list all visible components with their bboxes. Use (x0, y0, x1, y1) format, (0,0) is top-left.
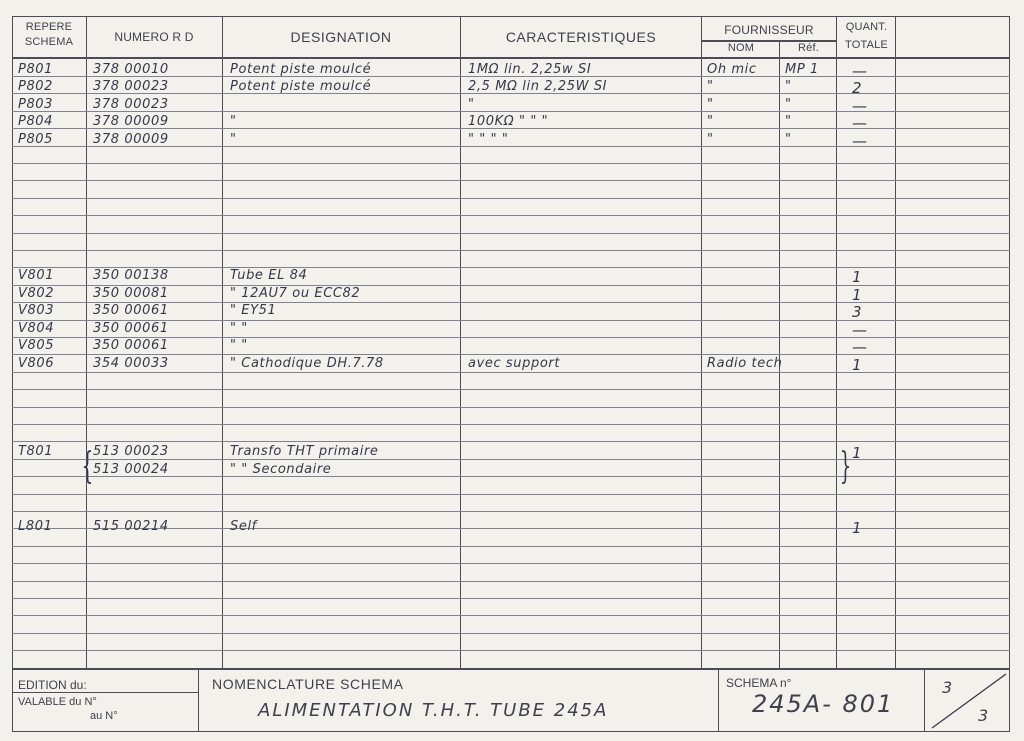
ruled-line (12, 441, 1010, 442)
left-brace: { (81, 446, 94, 487)
cell-quantite: 1 (852, 519, 863, 537)
cell-repere: L801 (18, 519, 53, 534)
cell-repere: P805 (18, 132, 54, 147)
header-quant: QUANT. (845, 21, 888, 33)
nomenclature-title: ALIMENTATION T.H.T. TUBE 245A (258, 700, 609, 721)
header-caracteristiques: CARACTERISTIQUES (505, 29, 657, 45)
cell-fournisseur-nom: Radio tech (707, 356, 783, 371)
au-label: au N° (90, 710, 118, 722)
ruled-line (12, 546, 1010, 547)
cell-repere: T801 (18, 444, 54, 459)
cell-numero: 350 00061 (93, 321, 169, 336)
cell-designation: " " (230, 338, 248, 353)
cell-designation: " 12AU7 ou ECC82 (230, 286, 361, 301)
cell-fournisseur-nom: " (707, 79, 714, 94)
cell-numero: 350 00081 (93, 286, 169, 301)
cell-quantite: 2 (852, 79, 863, 97)
edition-label: EDITION du: (18, 678, 87, 692)
cell-repere: V802 (18, 286, 55, 301)
cell-fournisseur-ref: " (785, 79, 792, 94)
cell-quantite: 1 (852, 356, 863, 374)
footer-divider-v (198, 668, 199, 732)
cell-repere: P801 (18, 62, 54, 77)
header-nom: NOM (727, 42, 755, 54)
cell-fournisseur-nom: " (707, 114, 714, 129)
cell-numero: 513 00023 (93, 444, 169, 459)
page-total: 3 (978, 706, 989, 725)
cell-numero: 350 00061 (93, 303, 169, 318)
cell-designation: " EY51 (230, 303, 277, 318)
column-divider (222, 16, 223, 668)
ruled-line (12, 198, 1010, 199)
header-schema: SCHEMA (24, 36, 74, 48)
cell-caracteristiques: 1MΩ lin. 2,25w SI (468, 62, 592, 77)
cell-designation: " (230, 132, 237, 147)
header-fournisseur: FOURNISSEUR (724, 23, 814, 37)
cell-repere: V803 (18, 303, 55, 318)
cell-caracteristiques: 100KΩ " " " (468, 114, 549, 129)
cell-fournisseur-ref: MP 1 (785, 62, 819, 77)
cell-quantite: 3 (852, 303, 863, 321)
ruled-line (12, 633, 1010, 634)
cell-fournisseur-ref: " (785, 97, 792, 112)
cell-designation: Potent piste moulcé (230, 79, 372, 94)
header-repere: REPERE (25, 21, 73, 33)
cell-quantite: — (852, 114, 868, 132)
cell-quantite: — (852, 321, 868, 339)
cell-numero: 350 00061 (93, 338, 169, 353)
right-brace: } (839, 446, 852, 487)
cell-repere: V805 (18, 338, 55, 353)
cell-numero: 354 00033 (93, 356, 169, 371)
cell-designation: " (230, 114, 237, 129)
cell-repere: P802 (18, 79, 54, 94)
cell-designation: " " (230, 321, 248, 336)
column-divider (460, 16, 461, 668)
column-divider (836, 16, 837, 668)
header-totale: TOTALE (845, 39, 888, 51)
cell-repere: P804 (18, 114, 54, 129)
ruled-line (12, 511, 1010, 512)
cell-numero: 378 00023 (93, 79, 169, 94)
footer-divider-v (718, 668, 719, 732)
ruled-line (12, 598, 1010, 599)
cell-designation: " " Secondaire (230, 462, 332, 477)
header-numero: NUMERO R D (114, 30, 194, 44)
header-designation: DESIGNATION (290, 29, 392, 45)
cell-repere: V801 (18, 268, 55, 283)
cell-designation: Tube EL 84 (230, 268, 308, 283)
cell-repere: V804 (18, 321, 55, 336)
valable-label: VALABLE du N° (18, 696, 97, 708)
footer-divider (12, 668, 1010, 670)
column-divider (701, 16, 702, 668)
cell-designation: Self (230, 519, 257, 534)
cell-fournisseur-nom: Oh mic (707, 62, 757, 77)
cell-repere: V806 (18, 356, 55, 371)
cell-caracteristiques: avec support (468, 356, 561, 371)
ruled-line (12, 180, 1010, 181)
cell-quantite: 1 (852, 286, 863, 304)
ruled-line (12, 163, 1010, 164)
cell-quantite: — (852, 62, 868, 80)
cell-numero: 378 00023 (93, 97, 169, 112)
cell-numero: 515 00214 (93, 519, 169, 534)
ruled-line (12, 233, 1010, 234)
column-divider (895, 16, 896, 668)
cell-repere: P803 (18, 97, 54, 112)
cell-numero: 513 00024 (93, 462, 169, 477)
cell-designation: " Cathodique DH.7.78 (230, 356, 384, 371)
ruled-line (12, 650, 1010, 651)
ruled-line (12, 250, 1010, 251)
cell-fournisseur-ref: " (785, 114, 792, 129)
nomenclature-label: NOMENCLATURE SCHEMA (212, 676, 404, 692)
cell-fournisseur-ref: " (785, 132, 792, 147)
cell-fournisseur-nom: " (707, 132, 714, 147)
ruled-line (12, 407, 1010, 408)
cell-quantite: 1 (852, 444, 863, 462)
cell-quantite: — (852, 97, 868, 115)
header-ref: Réf. (798, 42, 819, 54)
ruled-line (12, 389, 1010, 390)
page-number: 3 (942, 678, 953, 697)
cell-caracteristiques: " " " " (468, 132, 509, 147)
header-divider (12, 57, 1010, 59)
cell-fournisseur-nom: " (707, 97, 714, 112)
cell-quantite: 1 (852, 268, 863, 286)
schema-label: SCHEMA n° (726, 676, 792, 690)
cell-caracteristiques: " (468, 97, 475, 112)
cell-designation: Potent piste moulcé (230, 62, 372, 77)
page-fraction-slash (926, 670, 1010, 732)
footer-edition-line (12, 692, 198, 693)
ruled-line (12, 615, 1010, 616)
ruled-line (12, 563, 1010, 564)
ruled-line (12, 215, 1010, 216)
schema-number: 245A- 801 (752, 690, 895, 718)
cell-quantite: — (852, 132, 868, 150)
cell-caracteristiques: 2,5 MΩ lin 2,25W SI (468, 79, 608, 94)
cell-numero: 350 00138 (93, 268, 169, 283)
column-divider (86, 16, 87, 668)
cell-designation: Transfo THT primaire (230, 444, 379, 459)
ruled-line (12, 424, 1010, 425)
cell-numero: 378 00009 (93, 132, 169, 147)
cell-numero: 378 00009 (93, 114, 169, 129)
cell-quantite: — (852, 338, 868, 356)
cell-numero: 378 00010 (93, 62, 169, 77)
ruled-line (12, 494, 1010, 495)
ruled-line (12, 581, 1010, 582)
